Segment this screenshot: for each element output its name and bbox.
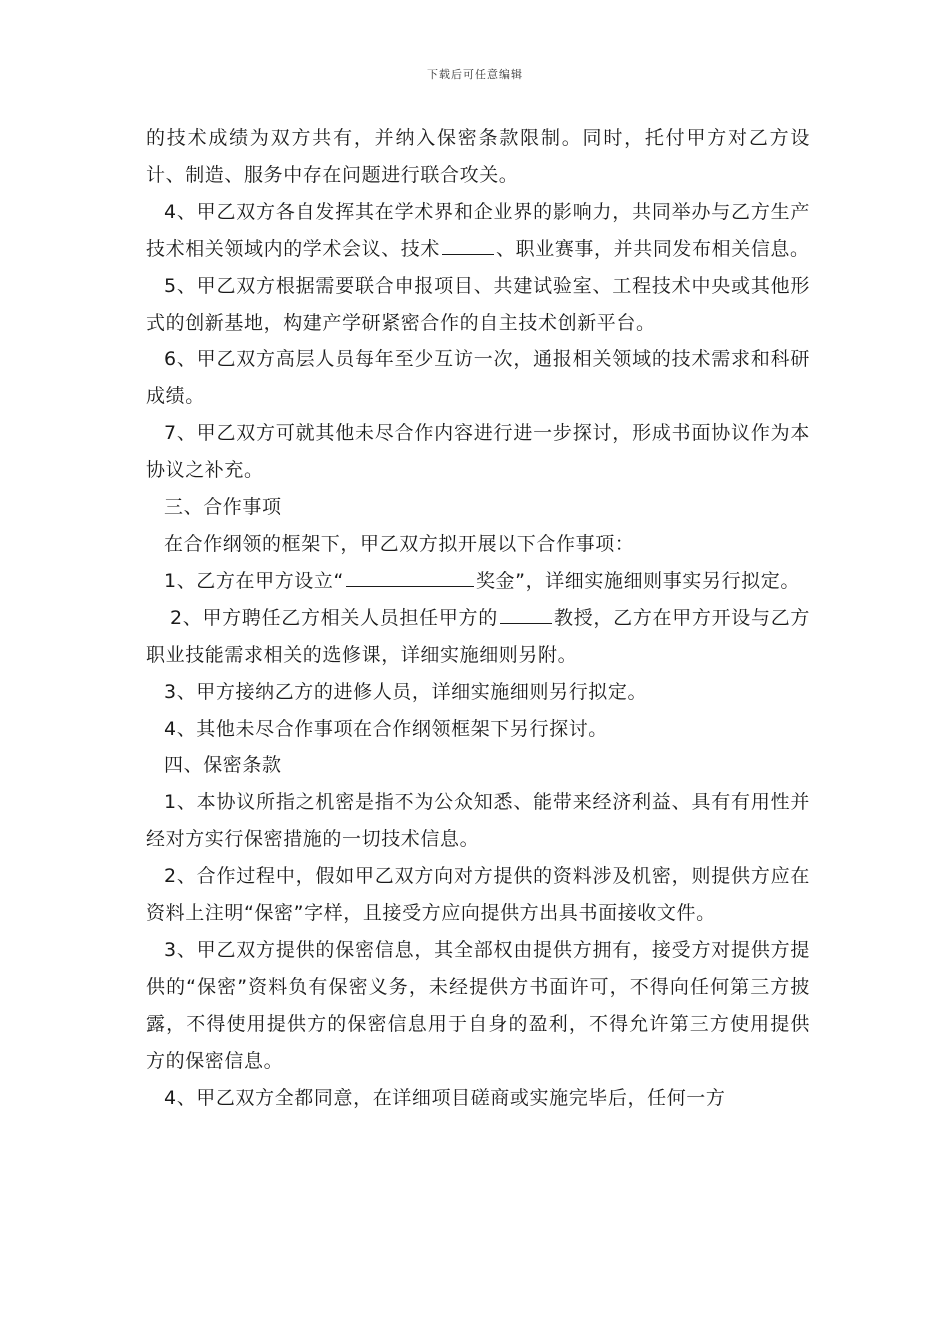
paragraph-item-4-academic <box>146 194 810 268</box>
paragraph-cooperation-item-3: 3、甲方接纳乙方的进修人员，详细实施细则另行拟定。 <box>164 680 648 703</box>
paragraph-cooperation-item-1 <box>146 563 810 600</box>
paragraph-text-pre: 1、乙方在甲方设立“ <box>164 569 344 592</box>
fill-in-blank <box>442 232 494 255</box>
paragraph-cooperation-item-2 <box>146 600 810 674</box>
paragraph-item-5: 5、甲乙双方根据需要联合申报项目、共建试验室、工程技术中央或其他形式的创新基地，构建产学研紧密合作的自主技术创新平台。 <box>146 274 810 334</box>
fill-in-blank <box>346 564 474 587</box>
section-heading-cooperation-items: 三、合作事项 <box>164 496 282 519</box>
paragraph-text-pre: 4、甲乙双方各自发挥其在学术界和企业界的影响力，共同举办与乙方生产技术相关领域内的学术会议、技术 <box>146 200 810 260</box>
fill-in-blank <box>500 601 552 624</box>
paragraph-text-post: 奖金”，详细实施细则事实另行拟定。 <box>475 569 800 592</box>
document-body <box>146 120 810 1116</box>
paragraph-cooperation-item-4: 4、其他未尽合作事项在合作纲领框架下另行探讨。 <box>164 717 608 740</box>
paragraph-text-post: 教授，乙方在甲方开设与乙方职业技能需求相关的选修课，详细实施细则另附。 <box>146 606 810 666</box>
paragraph-confidentiality-item-4: 4、甲乙双方全都同意，在详细项目磋商或实施完毕后，任何一方 <box>164 1086 726 1109</box>
paragraph-confidentiality-item-3: 3、甲乙双方提供的保密信息，其全部权由提供方拥有，接受方对提供方提供的“保密”资料负有保密义务，未经提供方书面许可，不得向任何第三方披露，不得使用提供方的保密信息用于自身的盈利，不得允许第三方使用提供方的保密信息。 <box>146 938 810 1072</box>
paragraph-item-6: 6、甲乙双方高层人员每年至少互访一次，通报相关领域的技术需求和科研成绩。 <box>146 348 810 408</box>
paragraph-confidentiality-item-2: 2、合作过程中，假如甲乙双方向对方提供的资料涉及机密，则提供方应在资料上注明“保密”字样，且接受方应向提供方出具书面接收文件。 <box>146 865 810 925</box>
page-header: 下载后可任意编辑 <box>427 68 523 81</box>
paragraph-continuation: 的技术成绩为双方共有，并纳入保密条款限制。同时，托付甲方对乙方设计、制造、服务中存在问题进行联合攻关。 <box>146 127 810 186</box>
paragraph-item-7: 7、甲乙双方可就其他未尽合作内容进行进一步探讨，形成书面协议作为本协议之补充。 <box>146 422 810 482</box>
paragraph-confidentiality-item-1: 1、本协议所指之机密是指不为公众知悉、能带来经济利益、具有有用性并经对方实行保密措施的一切技术信息。 <box>146 791 810 851</box>
paragraph-cooperation-intro: 在合作纲领的框架下，甲乙双方拟开展以下合作事项： <box>164 532 635 555</box>
section-heading-confidentiality: 四、保密条款 <box>164 754 282 777</box>
paragraph-text-post: 、职业赛事，并共同发布相关信息。 <box>496 237 810 260</box>
paragraph-text-pre: 2、甲方聘任乙方相关人员担任甲方的 <box>170 606 498 629</box>
